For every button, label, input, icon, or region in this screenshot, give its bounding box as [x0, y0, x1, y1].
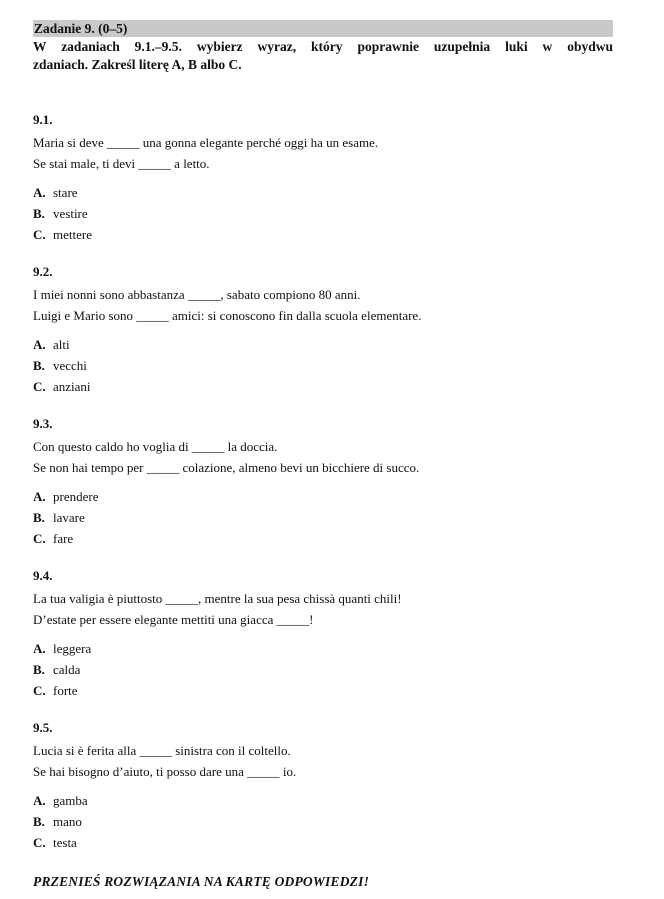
item-sentence-2: Se non hai tempo per _____ colazione, almeno bevi un bicchiere di succo. [33, 460, 420, 475]
task-item [33, 263, 613, 397]
item-sentence-1: Lucia si è ferita alla _____ sinistra con il coltello. [33, 743, 291, 758]
option-text: calda [53, 662, 81, 677]
option-letter: B. [33, 814, 45, 829]
transfer-answers-note: PRZENIEŚ ROZWIĄZANIA NA KARTĘ ODPOWIEDZI! [33, 874, 370, 889]
option-letter: B. [33, 358, 45, 373]
item-options [33, 486, 613, 549]
item-options [33, 334, 613, 397]
exam-page [33, 20, 613, 889]
option-c[interactable] [33, 224, 613, 245]
option-letter: A. [33, 489, 46, 504]
option-text: alti [53, 337, 70, 352]
option-letter: A. [33, 641, 46, 656]
item-sentence-2: D’estate per essere elegante mettiti una giacca _____! [33, 612, 314, 627]
item-options [33, 790, 613, 853]
option-a[interactable] [33, 638, 613, 659]
task-item [33, 567, 613, 701]
item-number: 9.3. [33, 416, 53, 431]
item-sentence-1: La tua valigia è piuttosto _____, mentre la sua pesa chissà quanti chili! [33, 591, 402, 606]
option-text: vecchi [53, 358, 87, 373]
task-item [33, 111, 613, 245]
option-text: fare [53, 531, 74, 546]
option-letter: C. [33, 227, 46, 242]
item-sentence-2: Se stai male, ti devi _____ a letto. [33, 156, 210, 171]
option-c[interactable] [33, 376, 613, 397]
item-number: 9.1. [33, 112, 53, 127]
instruction-line-2: zdaniach. Zakreśl literę A, B albo C. [33, 57, 242, 72]
item-sentence-1: Con questo caldo ho voglia di _____ la doccia. [33, 439, 278, 454]
option-letter: C. [33, 379, 46, 394]
option-text: lavare [53, 510, 85, 525]
option-a[interactable] [33, 486, 613, 507]
option-letter: B. [33, 662, 45, 677]
option-letter: B. [33, 206, 45, 221]
option-text: prendere [53, 489, 99, 504]
option-text: stare [53, 185, 78, 200]
option-text: anziani [53, 379, 91, 394]
option-a[interactable] [33, 182, 613, 203]
option-text: leggera [53, 641, 92, 656]
option-c[interactable] [33, 832, 613, 853]
option-text: mettere [53, 227, 92, 242]
task-instruction [33, 38, 613, 74]
task-header: Zadanie 9. (0–5) [33, 20, 613, 37]
option-a[interactable] [33, 790, 613, 811]
item-options [33, 182, 613, 245]
option-text: gamba [53, 793, 88, 808]
option-letter: C. [33, 835, 46, 850]
option-letter: A. [33, 337, 46, 352]
option-a[interactable] [33, 334, 613, 355]
option-text: vestire [53, 206, 88, 221]
option-letter: A. [33, 185, 46, 200]
option-b[interactable] [33, 355, 613, 376]
option-c[interactable] [33, 680, 613, 701]
option-c[interactable] [33, 528, 613, 549]
item-sentence-2: Luigi e Mario sono _____ amici: si conoscono fin dalla scuola elementare. [33, 308, 422, 323]
option-text: mano [53, 814, 82, 829]
item-sentence-1: Maria si deve _____ una gonna elegante perché oggi ha un esame. [33, 135, 379, 150]
option-letter: C. [33, 683, 46, 698]
option-text: testa [53, 835, 77, 850]
option-letter: A. [33, 793, 46, 808]
option-letter: B. [33, 510, 45, 525]
task-item [33, 719, 613, 853]
item-sentence-2: Se hai bisogno d’aiuto, ti posso dare una _____ io. [33, 764, 297, 779]
item-number: 9.2. [33, 264, 53, 279]
option-b[interactable] [33, 659, 613, 680]
item-options [33, 638, 613, 701]
instruction-line-1: W zadaniach 9.1.–9.5. wybierz wyraz, który poprawnie uzupełnia luki w obydwu [33, 39, 613, 54]
task-items [33, 111, 613, 853]
option-letter: C. [33, 531, 46, 546]
item-number: 9.4. [33, 568, 53, 583]
task-item [33, 415, 613, 549]
item-number: 9.5. [33, 720, 53, 735]
option-b[interactable] [33, 811, 613, 832]
item-sentence-1: I miei nonni sono abbastanza _____, sabato compiono 80 anni. [33, 287, 361, 302]
option-b[interactable] [33, 203, 613, 224]
option-text: forte [53, 683, 78, 698]
option-b[interactable] [33, 507, 613, 528]
